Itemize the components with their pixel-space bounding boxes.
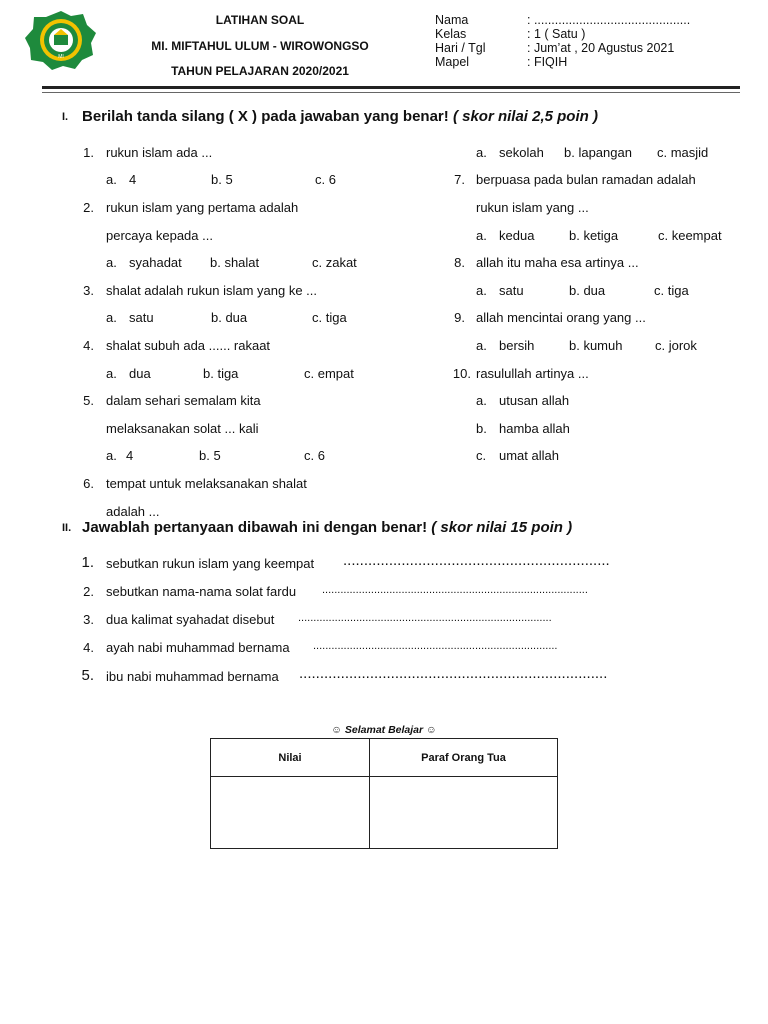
q5-text-cont: melaksanakan solat ... kali xyxy=(106,421,259,436)
essay3-text: dua kalimat syahadat disebut xyxy=(106,612,275,627)
q7-option-a-letter[interactable]: a. xyxy=(476,228,487,243)
q8-option-c[interactable]: c. tiga xyxy=(654,283,689,298)
q6-option-a[interactable]: sekolah xyxy=(499,145,544,160)
q6-option-c[interactable]: c. masjid xyxy=(657,145,709,160)
school-logo xyxy=(25,10,97,70)
q7-text-cont: rukun islam yang ... xyxy=(476,200,589,215)
q3-option-b[interactable]: b. dua xyxy=(211,310,248,325)
essay4-number: 4. xyxy=(83,640,94,655)
q3-option-a-letter[interactable]: a. xyxy=(106,310,117,325)
q2-text: rukun islam yang pertama adalah xyxy=(106,200,299,215)
q10-text: rasulullah artinya ... xyxy=(476,366,589,381)
q5-text: dalam sehari semalam kita xyxy=(106,393,261,408)
info-value-mapel: : FIQIH xyxy=(527,55,568,69)
q10-option-b[interactable]: hamba allah xyxy=(499,421,570,436)
q9-option-b[interactable]: b. kumuh xyxy=(569,338,623,353)
section2-score: ( skor nilai 15 poin ) xyxy=(431,519,573,536)
q1-text: rukun islam ada ... xyxy=(106,145,213,160)
q2-option-c[interactable]: c. zakat xyxy=(312,255,357,270)
essay1-number: 1. xyxy=(81,554,94,571)
header-divider xyxy=(42,86,740,89)
q1-option-a-letter[interactable]: a. xyxy=(106,172,117,187)
q10-option-c-letter[interactable]: c. xyxy=(476,448,487,463)
q10-number: 10. xyxy=(452,366,471,381)
info-label-kelas: Kelas xyxy=(435,27,467,41)
section2-heading xyxy=(82,519,572,536)
q6-text-cont: adalah ... xyxy=(106,504,160,519)
info-value-nama: : ............................................. xyxy=(527,13,691,27)
q9-option-a-letter[interactable]: a. xyxy=(476,338,487,353)
nilai-cell[interactable] xyxy=(211,777,370,849)
info-value-kelas: : 1 ( Satu ) xyxy=(527,27,586,41)
essay2-answer-line[interactable]: ....................................................................................... xyxy=(322,584,588,596)
q10-option-c[interactable]: umat allah xyxy=(499,448,559,463)
section1-heading xyxy=(82,108,598,125)
q10-option-a-letter[interactable]: a. xyxy=(476,393,487,408)
q5-option-b[interactable]: b. 5 xyxy=(199,448,221,463)
q5-option-c[interactable]: c. 6 xyxy=(304,448,325,463)
section1-roman: I. xyxy=(62,111,69,123)
paraf-header: Paraf Orang Tua xyxy=(370,739,558,777)
info-label-hari: Hari / Tgl xyxy=(435,41,486,55)
info-label-mapel: Mapel xyxy=(435,55,470,69)
q3-option-c[interactable]: c. tiga xyxy=(312,310,347,325)
q4-option-a[interactable]: dua xyxy=(129,366,151,381)
q7-text: berpuasa pada bulan ramadan adalah xyxy=(476,172,696,187)
closing-greeting: ☺ Selamat Belajar ☺ xyxy=(331,724,437,736)
q10-option-b-letter[interactable]: b. xyxy=(476,421,487,436)
q2-option-a[interactable]: syahadat xyxy=(129,255,182,270)
essay2-number: 2. xyxy=(83,584,94,599)
q5-option-a[interactable]: 4 xyxy=(126,448,134,463)
q6-text: tempat untuk melaksanakan shalat xyxy=(106,476,307,491)
q1-option-b[interactable]: b. 5 xyxy=(211,172,233,187)
q3-text: shalat adalah rukun islam yang ke ... xyxy=(106,283,318,298)
info-value-hari: : Jum’at , 20 Agustus 2021 xyxy=(527,41,675,55)
q5-option-a-letter[interactable]: a. xyxy=(106,448,117,463)
signature-table xyxy=(210,738,558,849)
q4-text: shalat subuh ada ...... rakaat xyxy=(106,338,271,353)
section1-instruction: Berilah tanda silang ( X ) pada jawaban yang benar! xyxy=(82,108,449,125)
svg-text:MI: MI xyxy=(58,54,64,60)
essay4-answer-line[interactable]: ................................................................................ xyxy=(313,640,558,652)
q4-option-c[interactable]: c. empat xyxy=(304,366,354,381)
essay3-number: 3. xyxy=(83,612,94,627)
q7-number: 7. xyxy=(454,172,465,187)
essay5-text: ibu nabi muhammad bernama xyxy=(106,669,279,684)
school-name: MI. MIFTAHUL ULUM - WIROWONGSO xyxy=(151,39,369,53)
q9-option-a[interactable]: bersih xyxy=(499,338,535,353)
essay2-text: sebutkan nama-nama solat fardu xyxy=(106,584,297,599)
q3-number: 3. xyxy=(83,283,94,298)
q2-option-b[interactable]: b. shalat xyxy=(210,255,260,270)
section2-instruction: Jawablah pertanyaan dibawah ini dengan benar! xyxy=(82,519,428,536)
q1-option-a[interactable]: 4 xyxy=(129,172,137,187)
essay3-answer-line[interactable]: ................................................................................... xyxy=(298,612,552,624)
q4-option-b[interactable]: b. tiga xyxy=(203,366,239,381)
paraf-cell[interactable] xyxy=(370,777,558,849)
q2-number: 2. xyxy=(83,200,94,215)
header-title: LATIHAN SOAL xyxy=(215,13,305,27)
q9-text: allah mencintai orang yang ... xyxy=(476,310,646,325)
section2-roman: II. xyxy=(62,522,72,534)
q8-number: 8. xyxy=(454,255,465,270)
info-label-nama: Nama xyxy=(435,13,469,27)
q4-option-a-letter[interactable]: a. xyxy=(106,366,117,381)
q1-number: 1. xyxy=(83,145,94,160)
nilai-header: Nilai xyxy=(211,739,370,777)
essay1-text: sebutkan rukun islam yang keempat xyxy=(106,556,315,571)
q4-number: 4. xyxy=(83,338,94,353)
q9-number: 9. xyxy=(454,310,465,325)
q6-option-b[interactable]: b. lapangan xyxy=(564,145,632,160)
q6-option-a-letter[interactable]: a. xyxy=(476,145,487,160)
q7-option-b[interactable]: b. ketiga xyxy=(569,228,619,243)
q7-option-c[interactable]: c. keempat xyxy=(658,228,722,243)
header-divider-thin xyxy=(42,92,740,93)
essay5-number: 5. xyxy=(81,667,94,684)
essay1-answer-line[interactable]: ................................................................ xyxy=(343,552,610,569)
q7-option-a[interactable]: kedua xyxy=(499,228,535,243)
q8-option-b[interactable]: b. dua xyxy=(569,283,606,298)
q1-option-c[interactable]: c. 6 xyxy=(315,172,336,187)
academic-year: TAHUN PELAJARAN 2020/2021 xyxy=(171,64,349,78)
q8-option-a[interactable]: satu xyxy=(499,283,524,298)
q3-option-a[interactable]: satu xyxy=(129,310,154,325)
q8-option-a-letter[interactable]: a. xyxy=(476,283,487,298)
q2-text-cont: percaya kepada ... xyxy=(106,228,213,243)
essay5-answer-line[interactable]: .......................................................................... xyxy=(299,665,608,682)
essay4-text: ayah nabi muhammad bernama xyxy=(106,640,290,655)
q5-number: 5. xyxy=(83,393,94,408)
q6-number: 6. xyxy=(83,476,94,491)
q8-text: allah itu maha esa artinya ... xyxy=(476,255,639,270)
q9-option-c[interactable]: c. jorok xyxy=(655,338,697,353)
section1-score: ( skor nilai 2,5 poin ) xyxy=(452,108,598,125)
q2-option-a-letter[interactable]: a. xyxy=(106,255,117,270)
q10-option-a[interactable]: utusan allah xyxy=(499,393,570,408)
